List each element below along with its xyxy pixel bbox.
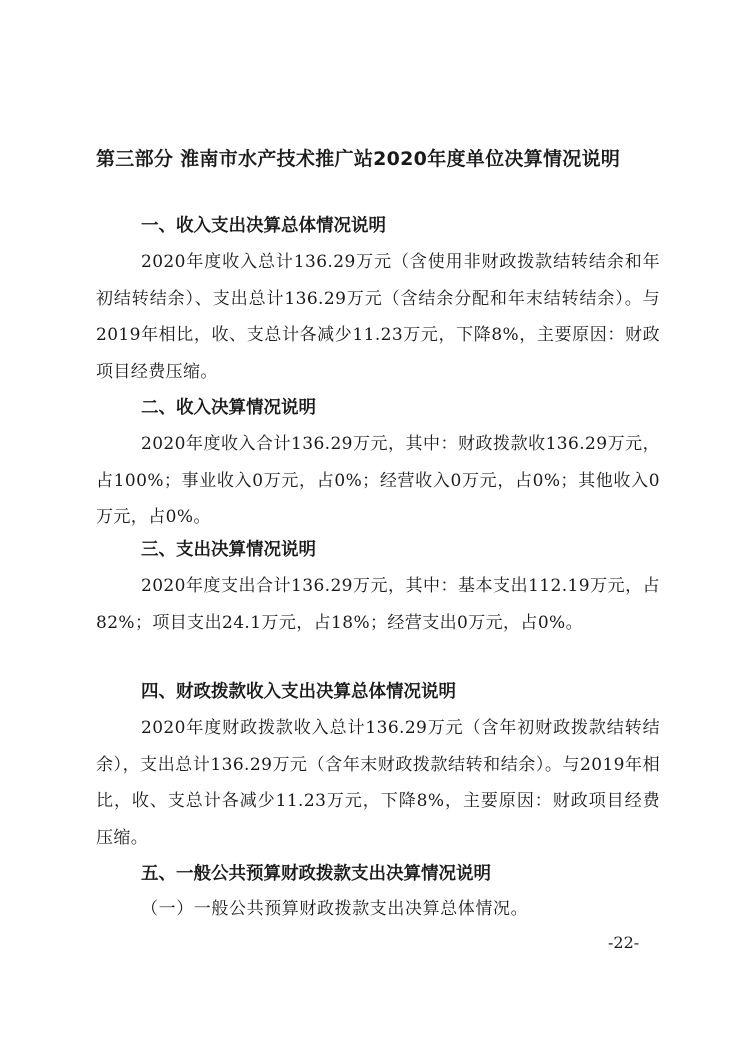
section-paragraph-1: 2020年度收入总计136.29万元（含使用非财政拨款结转结余和年初结转结余）、支出总计136.29万元（含结余分配和年末结转结余）。与2019年相比，收、支总计各减少11.23万元，下降8%，主要原因：财政项目经费压缩。 — [96, 252, 660, 382]
page-number: -22- — [608, 933, 640, 952]
section-heading-3: 三、支出决算情况说明 — [141, 540, 316, 560]
section-paragraph-3: 2020年度支出合计136.29万元，其中：基本支出112.19万元，占82%；项目支出24.1万元，占18%；经营支出0万元，占0%。 — [96, 576, 660, 633]
section-paragraph-4: 2020年度财政拨款收入总计136.29万元（含年初财政拨款结转结余），支出总计136.29万元（含年末财政拨款结转和结余）。与2019年相比，收、支总计各减少11.23万元，下降8%，主要原因：财政项目经费压缩。 — [96, 718, 660, 848]
section-subheading-5-1: （一）一般公共预算财政拨款支出决算总体情况。 — [141, 899, 529, 919]
section-heading-2: 二、收入决算情况说明 — [141, 398, 316, 418]
section-paragraph-2: 2020年度收入合计136.29万元，其中：财政拨款收136.29万元，占100%；事业收入0万元，占0%；经营收入0万元，占0%；其他收入0万元，占0%。 — [96, 434, 660, 527]
section-heading-4: 四、财政拨款收入支出决算总体情况说明 — [141, 682, 456, 702]
section-heading-5: 五、一般公共预算财政拨款支出决算情况说明 — [141, 864, 491, 884]
document-title: 第三部分 淮南市水产技术推广站2020年度单位决算情况说明 — [96, 148, 621, 170]
section-heading-1: 一、收入支出决算总体情况说明 — [141, 216, 386, 236]
